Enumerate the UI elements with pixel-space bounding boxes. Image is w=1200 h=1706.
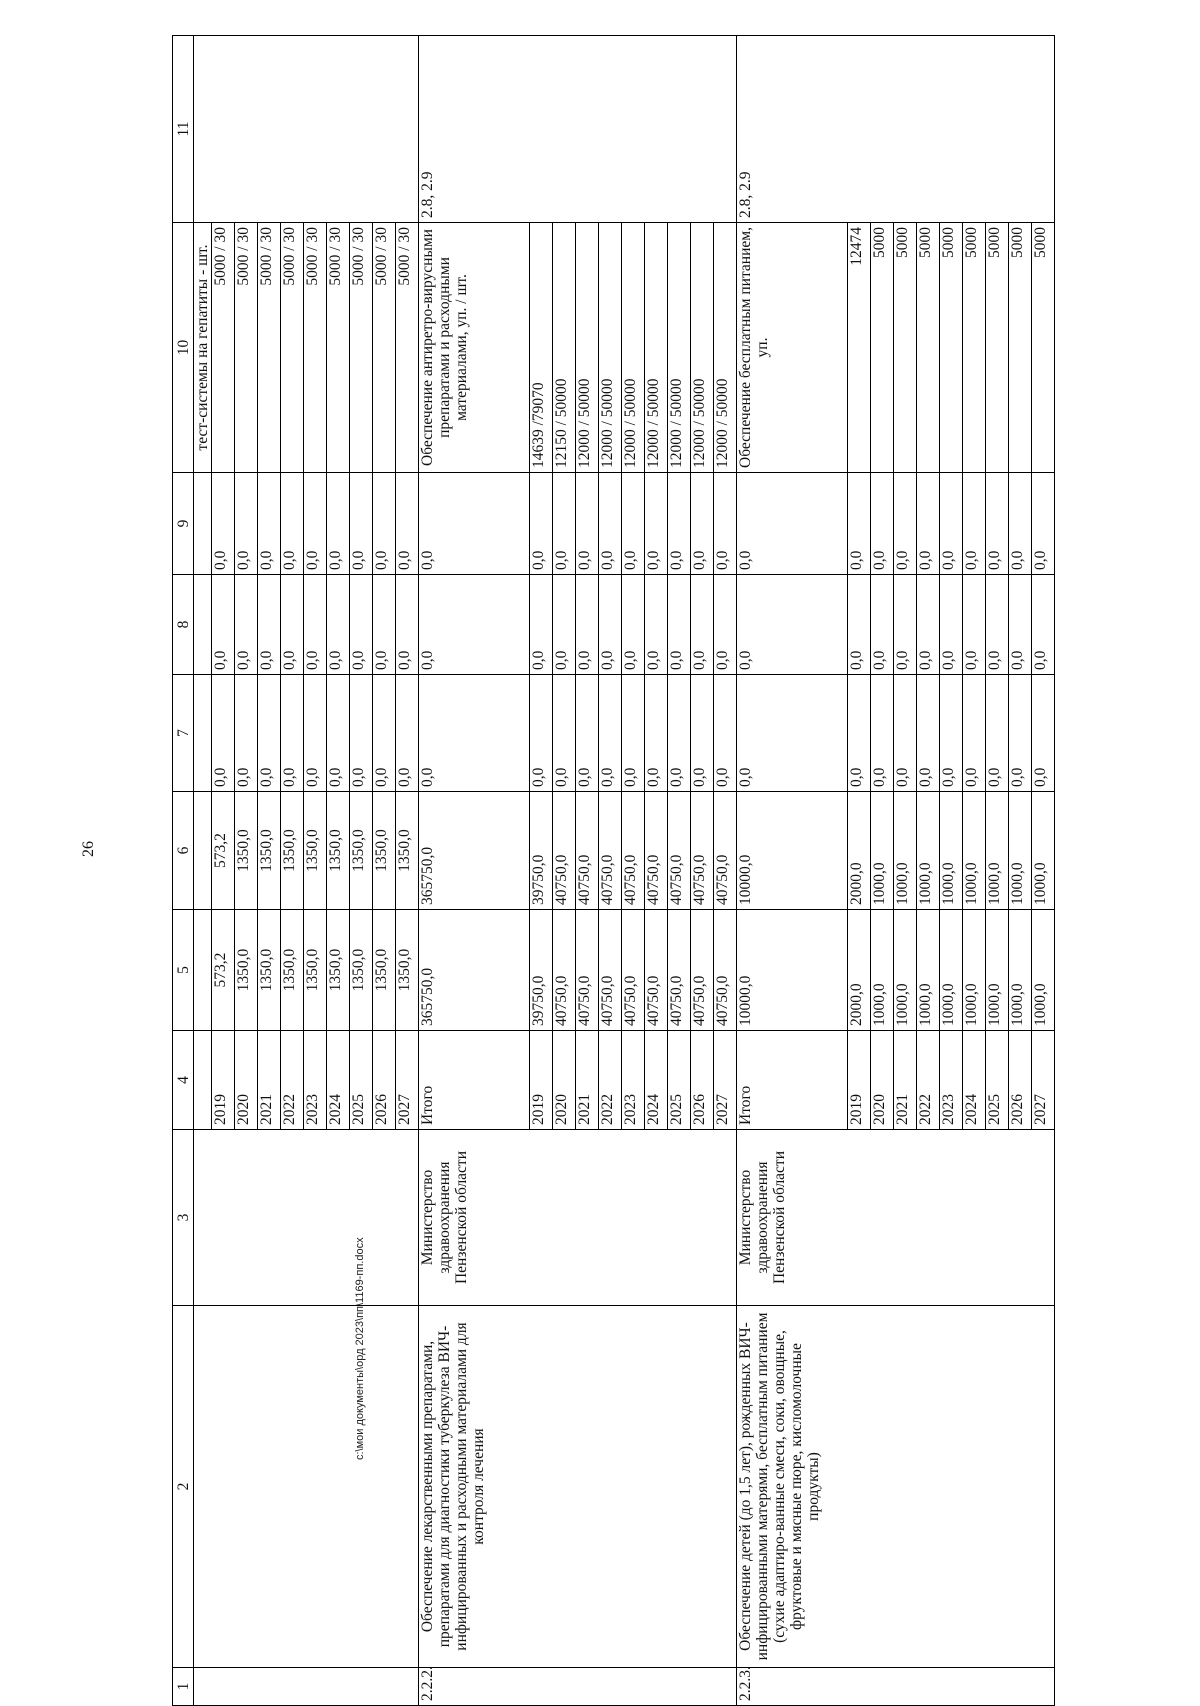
column-number-header: 9 [173,473,194,575]
year-cell: 2021 [258,1031,281,1130]
value-cell: 0,0 [963,473,986,575]
total-value: 0,0 [737,575,848,675]
empty-cell [194,575,212,675]
value-cell: 0,0 [235,473,258,575]
value-cell: 0,0 [1032,575,1055,675]
value-cell: 0,0 [304,575,327,675]
value-cell: 0,0 [576,473,599,575]
total-value: 0,0 [419,473,530,575]
value-cell: 1000,0 [963,792,986,910]
value-cell: 0,0 [714,575,737,675]
value-cell: 0,0 [894,575,917,675]
column-number-header: 7 [173,675,194,792]
empty-cell [194,473,212,575]
year-cell: 2026 [373,1031,396,1130]
value-cell: 0,0 [1009,675,1032,792]
value-cell: 1350,0 [304,792,327,910]
value-cell: 1000,0 [1009,792,1032,910]
indicator-value-cell: 5000 / 30 [304,223,327,473]
year-cell: 2023 [622,1031,645,1130]
total-value: 365750,0 [419,792,530,910]
value-cell: 1350,0 [396,792,419,910]
value-cell: 0,0 [258,575,281,675]
indicator-value-cell: 12000 / 50000 [668,223,691,473]
year-cell: 2027 [1032,1031,1055,1130]
indicator-value-cell: 5000 [894,223,917,473]
total-label: Итого [419,1031,530,1130]
value-cell: 0,0 [350,675,373,792]
value-cell: 40750,0 [599,910,622,1031]
value-cell: 0,0 [871,675,894,792]
year-cell: 2027 [714,1031,737,1130]
column-number-header: 11 [173,36,194,223]
value-cell: 1000,0 [871,910,894,1031]
value-cell: 0,0 [668,575,691,675]
value-cell: 1350,0 [304,910,327,1031]
section-total-row [737,36,848,1706]
year-cell: 2023 [304,1031,327,1130]
year-cell: 2022 [599,1031,622,1130]
value-cell: 0,0 [963,675,986,792]
value-cell: 2000,0 [848,792,871,910]
value-cell: 0,0 [691,473,714,575]
section-total-row [419,36,530,1706]
section-executor: Министерство здравоохранения Пензенской области [419,1130,737,1306]
year-cell: 2021 [894,1031,917,1130]
value-cell: 1350,0 [373,910,396,1031]
total-value: 0,0 [419,675,530,792]
value-cell: 1000,0 [917,792,940,910]
total-label: Итого [737,1031,848,1130]
indicator-value-cell: 5000 [917,223,940,473]
value-cell: 0,0 [848,675,871,792]
value-cell: 40750,0 [691,792,714,910]
column-number-header: 6 [173,792,194,910]
value-cell: 0,0 [668,675,691,792]
value-cell: 0,0 [940,675,963,792]
page-number: 26 [80,841,97,857]
value-cell: 40750,0 [714,792,737,910]
total-value: 10000,0 [737,910,848,1031]
value-cell: 0,0 [258,473,281,575]
continuation-header-row [194,36,212,1706]
year-cell: 2025 [350,1031,373,1130]
value-cell: 0,0 [304,675,327,792]
value-cell: 1350,0 [235,792,258,910]
indicator-value-cell: 5000 [871,223,894,473]
year-cell: 2019 [530,1031,553,1130]
value-cell: 40750,0 [645,910,668,1031]
value-cell: 1000,0 [1032,910,1055,1031]
value-cell: 0,0 [576,675,599,792]
value-cell: 0,0 [986,575,1009,675]
value-cell: 0,0 [963,575,986,675]
value-cell: 0,0 [350,473,373,575]
value-cell: 1000,0 [1009,910,1032,1031]
value-cell: 2000,0 [848,910,871,1031]
column-number-header: 10 [173,223,194,473]
value-cell: 0,0 [553,575,576,675]
value-cell: 0,0 [714,473,737,575]
value-cell: 1350,0 [258,792,281,910]
indicator-value-cell: 12000 / 50000 [714,223,737,473]
value-cell: 0,0 [848,473,871,575]
value-cell: 39750,0 [530,910,553,1031]
section-number: 2.2.2. [419,1668,737,1706]
year-cell: 2020 [871,1031,894,1130]
year-cell: 2020 [235,1031,258,1130]
year-cell: 2026 [691,1031,714,1130]
value-cell: 0,0 [1032,675,1055,792]
indicator-value-cell: 12150 / 50000 [553,223,576,473]
value-cell: 0,0 [871,575,894,675]
year-cell: 2022 [917,1031,940,1130]
year-cell: 2026 [1009,1031,1032,1130]
value-cell: 0,0 [894,675,917,792]
total-value: 0,0 [737,675,848,792]
indicator-value-cell: 5000 / 30 [235,223,258,473]
indicator-value-cell: 5000 [986,223,1009,473]
value-cell: 573,2 [212,910,235,1031]
value-cell: 0,0 [599,473,622,575]
empty-cell [194,1031,212,1130]
value-cell: 0,0 [553,473,576,575]
value-cell: 1000,0 [917,910,940,1031]
value-cell: 0,0 [917,575,940,675]
indicator-value-cell: 5000 / 30 [373,223,396,473]
value-cell: 0,0 [373,473,396,575]
column-number-header: 3 [173,1130,194,1306]
value-cell: 0,0 [212,575,235,675]
value-cell: 0,0 [258,675,281,792]
value-cell: 1350,0 [327,910,350,1031]
value-cell: 1350,0 [396,910,419,1031]
value-cell: 1000,0 [986,792,1009,910]
value-cell: 0,0 [599,675,622,792]
column-numbers-row [173,36,194,1706]
total-value: 365750,0 [419,910,530,1031]
indicator-value-cell: 12000 / 50000 [576,223,599,473]
value-cell: 1000,0 [1032,792,1055,910]
indicator-cell: Обеспечение антиретро-вирусными препаратами и расходными материалами, уп. / шт. [419,223,530,473]
value-cell: 40750,0 [622,792,645,910]
value-cell: 0,0 [281,675,304,792]
value-cell: 0,0 [281,575,304,675]
section-executor: Министерство здравоохранения Пензенской области [737,1130,1055,1306]
value-cell: 1000,0 [871,792,894,910]
value-cell: 1350,0 [373,792,396,910]
value-cell: 0,0 [986,473,1009,575]
value-cell: 0,0 [396,575,419,675]
value-cell: 1350,0 [350,910,373,1031]
value-cell: 40750,0 [645,792,668,910]
empty-cell [194,792,212,910]
column-number-header: 4 [173,1031,194,1130]
empty-cell [194,675,212,792]
year-cell: 2027 [396,1031,419,1130]
year-cell: 2021 [576,1031,599,1130]
total-value: 10000,0 [737,792,848,910]
indicator-value-cell: 5000 / 30 [281,223,304,473]
refs-cell: 2.8, 2.9 [419,36,737,223]
value-cell: 40750,0 [668,910,691,1031]
value-cell: 0,0 [373,575,396,675]
program-table [172,35,1055,1706]
year-cell: 2019 [848,1031,871,1130]
value-cell: 40750,0 [691,910,714,1031]
year-cell: 2025 [986,1031,1009,1130]
column-number-header: 5 [173,910,194,1031]
value-cell: 0,0 [691,575,714,675]
value-cell: 1000,0 [940,792,963,910]
value-cell: 1350,0 [235,910,258,1031]
value-cell: 0,0 [1009,473,1032,575]
value-cell: 0,0 [396,675,419,792]
value-cell: 0,0 [714,675,737,792]
indicator-value-cell: 12000 / 50000 [691,223,714,473]
value-cell: 0,0 [576,575,599,675]
value-cell: 0,0 [691,675,714,792]
value-cell: 0,0 [212,675,235,792]
indicator-value-cell: 5000 [1009,223,1032,473]
value-cell: 0,0 [304,473,327,575]
year-cell: 2025 [668,1031,691,1130]
total-value: 0,0 [737,473,848,575]
column-number-header: 1 [173,1668,194,1706]
value-cell: 0,0 [871,473,894,575]
value-cell: 0,0 [530,675,553,792]
value-cell: 1000,0 [963,910,986,1031]
total-value: 0,0 [419,575,530,675]
value-cell: 0,0 [894,473,917,575]
year-cell: 2024 [645,1031,668,1130]
value-cell: 0,0 [235,575,258,675]
value-cell: 0,0 [235,675,258,792]
value-cell: 40750,0 [714,910,737,1031]
indicator-value-cell: 5000 / 30 [327,223,350,473]
empty-cell [194,1306,419,1668]
value-cell: 0,0 [645,675,668,792]
indicator-value-cell: 5000 / 30 [396,223,419,473]
empty-cell [194,1130,419,1306]
value-cell: 0,0 [1032,473,1055,575]
value-cell: 0,0 [327,473,350,575]
indicator-value-cell: 5000 [963,223,986,473]
rotated-table-container [172,36,1082,1706]
value-cell: 0,0 [848,575,871,675]
value-cell: 40750,0 [668,792,691,910]
indicator-value-cell: 12474 [848,223,871,473]
value-cell: 0,0 [622,675,645,792]
value-cell: 0,0 [645,473,668,575]
indicator-value-cell: 12000 / 50000 [622,223,645,473]
value-cell: 0,0 [622,473,645,575]
indicator-value-cell: 5000 / 30 [350,223,373,473]
value-cell: 1350,0 [258,910,281,1031]
indicator-cell: тест-системы на гепатиты - шт. [194,223,212,473]
column-number-header: 8 [173,575,194,675]
value-cell: 1000,0 [986,910,1009,1031]
value-cell: 0,0 [396,473,419,575]
section-number: 2.2.3. [737,1668,1055,1706]
value-cell: 0,0 [599,575,622,675]
year-cell: 2024 [963,1031,986,1130]
value-cell: 39750,0 [530,792,553,910]
value-cell: 1350,0 [281,792,304,910]
value-cell: 0,0 [645,575,668,675]
year-cell: 2019 [212,1031,235,1130]
value-cell: 0,0 [1009,575,1032,675]
empty-cell [194,36,419,223]
value-cell: 0,0 [553,675,576,792]
value-cell: 573,2 [212,792,235,910]
year-cell: 2023 [940,1031,963,1130]
section-name: Обеспечение лекарственными препаратами, препаратами для диагностики туберкулеза ВИЧ-инфицированных и расходными материалами для контроля лечения [419,1306,737,1668]
value-cell: 40750,0 [576,792,599,910]
value-cell: 40750,0 [622,910,645,1031]
value-cell: 40750,0 [576,910,599,1031]
indicator-value-cell: 14639 /79070 [530,223,553,473]
empty-cell [194,1668,419,1706]
value-cell: 0,0 [940,473,963,575]
value-cell: 0,0 [281,473,304,575]
value-cell: 1000,0 [894,792,917,910]
value-cell: 1000,0 [894,910,917,1031]
value-cell: 0,0 [917,473,940,575]
value-cell: 40750,0 [553,792,576,910]
value-cell: 0,0 [327,575,350,675]
indicator-value-cell: 12000 / 50000 [599,223,622,473]
year-cell: 2022 [281,1031,304,1130]
value-cell: 0,0 [373,675,396,792]
refs-cell: 2.8, 2.9 [737,36,1055,223]
indicator-cell: Обеспечение бесплатным питанием, уп. [737,223,848,473]
value-cell: 1350,0 [327,792,350,910]
value-cell: 0,0 [350,575,373,675]
value-cell: 0,0 [212,473,235,575]
indicator-value-cell: 5000 [1032,223,1055,473]
value-cell: 40750,0 [599,792,622,910]
value-cell: 0,0 [327,675,350,792]
section-name: Обеспечение детей (до 1,5 лет), рожденных ВИЧ-инфицированными матерями, бесплатным питанием (сухие адаптиро-ванные смеси, соки, овощные, фруктовые и мясные пюре, кисломолочные продукты) [737,1306,1055,1668]
value-cell: 1000,0 [940,910,963,1031]
value-cell: 0,0 [622,575,645,675]
empty-cell [194,910,212,1031]
value-cell: 0,0 [940,575,963,675]
indicator-value-cell: 5000 / 30 [212,223,235,473]
indicator-value-cell: 5000 [940,223,963,473]
value-cell: 1350,0 [350,792,373,910]
year-cell: 2020 [553,1031,576,1130]
value-cell: 0,0 [530,473,553,575]
year-cell: 2024 [327,1031,350,1130]
value-cell: 1350,0 [281,910,304,1031]
indicator-value-cell: 5000 / 30 [258,223,281,473]
value-cell: 0,0 [530,575,553,675]
value-cell: 0,0 [986,675,1009,792]
column-number-header: 2 [173,1306,194,1668]
value-cell: 0,0 [917,675,940,792]
indicator-value-cell: 12000 / 50000 [645,223,668,473]
value-cell: 40750,0 [553,910,576,1031]
value-cell: 0,0 [668,473,691,575]
